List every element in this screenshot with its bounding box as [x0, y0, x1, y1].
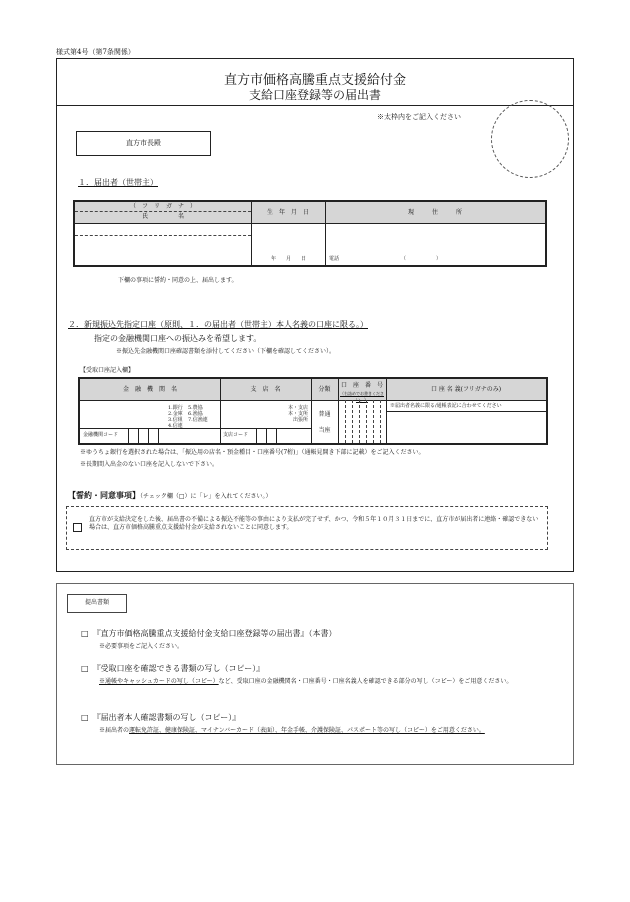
document-1-note: ※必要事項をご記入ください。	[99, 643, 184, 650]
bank-code-label: 金融機関コード	[83, 432, 119, 438]
document-2-note: ※通帳やキャッシュカードの写し（コピー）など、受取口座の金融機関名・口座番号・口座名義人を確認できる部分の写し（コピー）をご用意ください。	[99, 678, 513, 685]
holder-note: ※届出者名義に限る/通帳表記に合わせてください	[390, 403, 502, 409]
section1-heading: １．届出者（世帯主）	[78, 178, 158, 187]
col-holder: 口 座 名 義(フリガナのみ)	[430, 386, 502, 393]
bank-table-caption: 【受取口座記入欄】	[80, 367, 135, 374]
document-item-2	[81, 664, 264, 674]
furigana-label: （ フ リ ガ ナ ）	[129, 203, 196, 210]
pledge-heading: 【誓約・同意事項】（チェック欄（□）に「レ」を入れてください。）	[68, 490, 272, 500]
pledge-box	[66, 506, 548, 550]
section2-line2: ※振込先金融機関口座確認書類を添付してください（下欄を確認してください）。	[116, 348, 336, 355]
title-line-1: 直方市価格高騰重点支援給付金	[223, 73, 406, 88]
col-branch: 支 店 名	[250, 386, 281, 393]
document-3-title: 『届出者本人確認書類の写し（コピー）』	[96, 713, 241, 722]
bank-type-list-2: 5.農協 6.漁協 7.信漁連	[188, 405, 208, 423]
bank-note-1: ※ゆうちょ銀行を選択された場合は、「振込用の店名・預金種目・口座番号(7桁)」（通帳見開き下部に記載）をご記入ください。	[80, 449, 425, 456]
section2-line1: 指定の金融機関口座への振込みを希望します。	[94, 334, 262, 343]
addressee-box	[76, 131, 211, 156]
phone-label: 電話	[329, 256, 340, 262]
pledge-text: 直方市が支給決定をした後、届出書の不備による振込不能等の事由により支払が完了せず、かつ、令和５年１０月３１日までに、直方市が届出者に連絡・確認できない場合は、直方市価格高騰重点支援給付金が支給されないことに同意します。	[89, 516, 539, 531]
document-item-3	[81, 713, 240, 723]
agreement-line: 下欄の事項に誓約・同意の上、届出します。	[118, 277, 238, 284]
col-type: 分類	[318, 386, 331, 393]
date-units: 年 月 日	[271, 256, 307, 262]
title-block	[57, 59, 573, 106]
account-type-current: 当座	[318, 427, 331, 434]
addressee: 直方市長殿	[126, 139, 161, 147]
address-label: 現 住 所	[407, 209, 462, 216]
phone-paren: （ ）	[401, 256, 442, 262]
documents-heading: 提出書類	[84, 599, 109, 606]
branch-code-label: 支店コード	[223, 432, 249, 438]
documents-frame	[56, 583, 574, 765]
document-item-1	[81, 629, 337, 639]
applicant-table	[73, 200, 547, 267]
col-account: 口 座 番 号	[340, 382, 383, 389]
document-2-checkbox[interactable]: □	[81, 664, 89, 673]
bank-note-2: ※長期間入出金のない口座を記入しないで下さい。	[80, 461, 219, 468]
seal-circle	[491, 100, 569, 178]
col-bank: 金 融 機 関 名	[122, 386, 177, 393]
document-2-title: 『受取口座を確認できる書類の写し（コピー）』	[96, 664, 265, 673]
title-line-2: 支給口座登録等の届出書	[248, 88, 381, 102]
name-label: 氏 名	[141, 213, 184, 220]
bold-frame-note: ※太枠内をご記入ください	[377, 113, 461, 121]
birthdate-label: 生 年 月 日	[266, 209, 309, 216]
form-number: 様式第4号（第7条関係）	[56, 48, 135, 56]
branch-type-list: 本・支店 本・支所 出張所	[287, 405, 308, 423]
documents-heading-box	[67, 594, 127, 613]
section2-heading: ２．新規振込先指定口座（原則、１．の届出者（世帯主）本人名義の口座に限る。）	[68, 320, 368, 329]
col-account-note: （右詰めでお書きください。）	[340, 391, 384, 402]
pledge-checkbox[interactable]	[73, 523, 82, 532]
document-3-checkbox[interactable]: □	[81, 713, 89, 722]
bank-type-list-1: 1.銀行 2.金庫 3.信組 4.信連	[168, 405, 183, 429]
account-type-ordinary: 普通	[318, 411, 331, 418]
document-1-title: 『直方市価格高騰重点支援給付金支給口座登録等の届出書』（本書）	[96, 629, 337, 638]
document-1-checkbox[interactable]: □	[81, 629, 89, 638]
document-3-note: ※届出者の運転免許証、健康保険証、マイナンバーカード（表面）、年金手帳、介護保険証、パスポート等の写し（コピー）をご用意ください。	[99, 727, 485, 734]
bank-table	[78, 377, 548, 445]
